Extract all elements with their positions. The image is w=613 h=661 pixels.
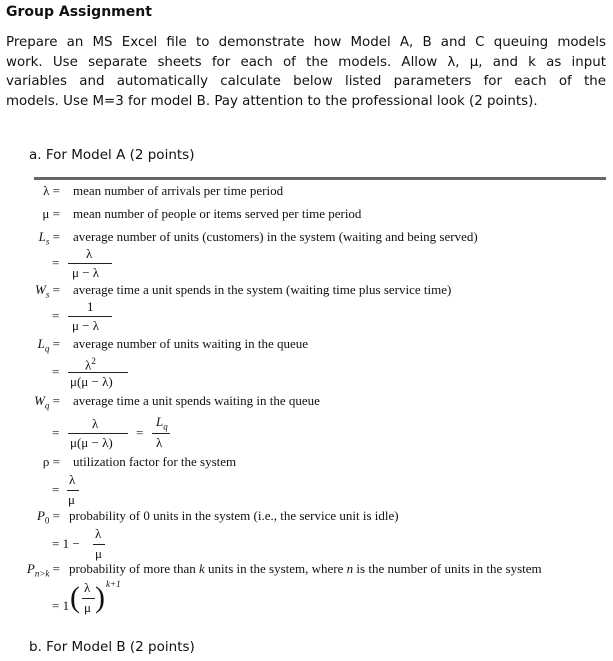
fraction-bar — [152, 433, 170, 434]
ls-denominator: μ − λ — [72, 265, 100, 280]
wq-lq-denominator: λ — [156, 435, 163, 450]
lq-symbol: $L_q$ = — [37, 336, 60, 354]
ls-definition: average number of units (customers) in the system (waiting and being served) — [73, 229, 478, 244]
fraction-bar — [68, 372, 128, 373]
pnk-denominator: μ — [84, 600, 91, 615]
fraction-bar — [68, 316, 112, 317]
ws-denominator: μ − λ — [72, 318, 100, 333]
wq-lq-numerator: $L_q$ — [156, 414, 168, 432]
lq-denominator: μ(μ − λ) — [70, 374, 113, 389]
p0-denominator: μ — [95, 546, 102, 561]
wq-definition: average time a unit spends waiting in the queue — [73, 393, 320, 408]
pnk-numerator: λ — [84, 580, 91, 595]
rho-denominator: μ — [68, 492, 75, 507]
left-paren: ( — [70, 581, 80, 614]
ws-numerator: 1 — [87, 299, 94, 314]
p0-numerator: λ — [95, 526, 102, 541]
p0-symbol: $P_0$ = — [36, 508, 60, 526]
wq-numerator: λ — [92, 416, 99, 431]
fraction-bar — [68, 433, 128, 434]
right-paren: ) — [95, 581, 105, 614]
p0-one-minus: = 1 − — [52, 536, 80, 551]
equals-sign: = — [52, 255, 60, 270]
section-heading-model-a: a. For Model A (2 points) — [29, 147, 195, 163]
p0-definition: probability of 0 units in the system (i.e., the service unit is idle) — [69, 508, 399, 523]
rho-definition: utilization factor for the system — [73, 454, 237, 469]
pnk-exponent: k+1 — [106, 579, 121, 589]
instructions-line: variables and automatically calculate below listed parameters for each of the — [6, 74, 606, 89]
fraction-bar — [68, 263, 112, 264]
fraction-bar — [93, 544, 105, 545]
lambda-symbol: λ = — [43, 183, 60, 198]
wq-symbol: $W_q$ = — [34, 393, 60, 411]
equals-sign: = — [52, 364, 60, 379]
ws-definition: average time a unit spends in the system (waiting time plus service time) — [73, 282, 452, 297]
lambda-definition: mean number of arrivals per time period — [73, 183, 284, 198]
mu-definition: mean number of people or items served per time period — [73, 206, 362, 221]
equals-sign: = — [52, 482, 60, 497]
section-heading-model-b: b. For Model B (2 points) — [29, 639, 195, 655]
rho-symbol: ρ = — [42, 454, 60, 469]
pnk-one: = 1 — [52, 598, 70, 613]
ls-symbol: $L_s$ = — [38, 229, 60, 247]
fraction-bar — [82, 598, 95, 599]
lq-definition: average number of units waiting in the queue — [73, 336, 309, 351]
equals-sign: = — [52, 308, 60, 323]
ws-symbol: $W_s$ = — [35, 282, 60, 300]
lq-numerator: $\lambda^2$ — [85, 356, 96, 373]
wq-denominator: μ(μ − λ) — [70, 435, 113, 450]
ls-numerator: λ — [86, 246, 93, 261]
instructions-line: work. Use separate sheets for each of the models. Allow λ, μ, and k as input — [6, 54, 606, 70]
rho-numerator: λ — [69, 472, 76, 487]
fraction-bar — [67, 490, 79, 491]
instructions-line: models. Use M=3 for model B. Pay attention to the professional look (2 points). — [6, 93, 538, 109]
pnk-symbol: $P_{n>k}$ = — [26, 561, 60, 579]
instructions-line: Prepare an MS Excel file to demonstrate how Model A, B and C queuing models — [6, 35, 606, 50]
equals-sign: = — [52, 425, 60, 440]
page-title: Group Assignment — [6, 4, 152, 20]
pnk-definition: probability of more than k units in the system, where n is the number of units in the system — [69, 561, 542, 576]
equals-sign: = — [136, 425, 144, 440]
mu-symbol: μ = — [42, 206, 60, 221]
